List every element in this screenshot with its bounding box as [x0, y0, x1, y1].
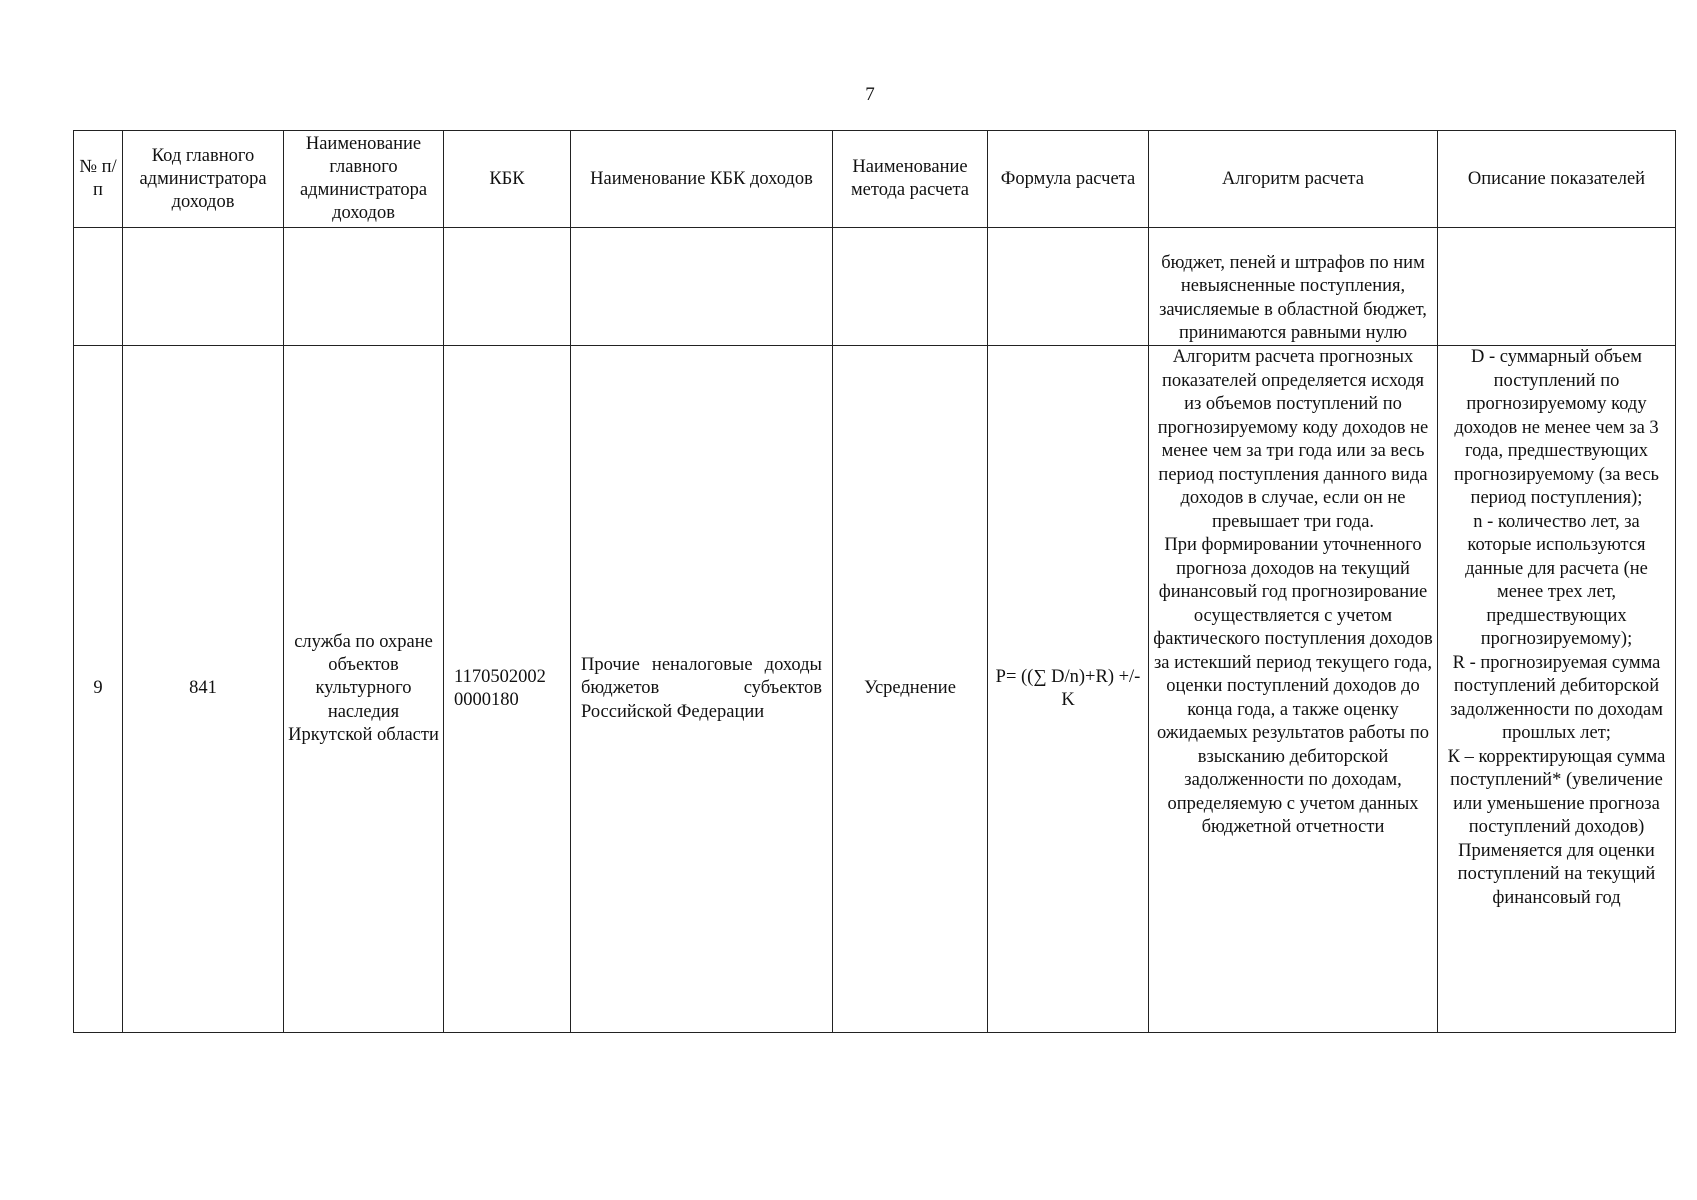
kbk-name-cell: Прочие неналоговые доходы бюджетов субъектов Российской Федерации — [571, 346, 833, 1033]
algorithm-paragraph: Алгоритм расчета прогнозных показателей определяется исходя из объемов поступлений по прогнозируемому коду доходов не менее чем за три года или за весь период поступления данного вида доходов в случае, если он не превышает три года. — [1157, 347, 1429, 532]
table-row — [74, 346, 1676, 1033]
cont-method-cell — [833, 228, 988, 346]
method-cell: Усреднение — [833, 346, 988, 1033]
algorithm-paragraph: При формировании уточненного прогноза доходов на текущий финансовый год прогнозирование осуществляется с учетом фактического поступления доходов за истекший период текущего года, оценки поступлений доходов до конца года, а также оценку ожидаемых результатов работы по взысканию дебиторской задолженности по доходам, определяемую с учетом данных бюджетной отчетности — [1153, 535, 1433, 837]
header-method: Наименование метода расчета — [833, 131, 988, 228]
header-num: № п/п — [74, 131, 123, 228]
kbk-cell: 1170502002 0000180 — [444, 346, 571, 1033]
page-number: 7 — [865, 84, 875, 105]
cont-kbk-cell — [444, 228, 571, 346]
indicator-d-description: D - суммарный объем поступлений по прогнозируемому коду доходов не менее чем за 3 года, предшествующих прогнозируемому (за весь период поступления); — [1453, 347, 1659, 508]
header-description: Описание показателей — [1438, 131, 1676, 228]
cont-algorithm-cell: бюджет, пеней и штрафов по ним невыясненные поступления, зачисляемые в областной бюджет, принимаются равными нулю — [1149, 228, 1438, 346]
indicator-n-description: n - количество лет, за которые используются данные для расчета (не менее трех лет, предшествующих прогнозируемому); — [1465, 511, 1648, 649]
cont-formula-cell — [988, 228, 1149, 346]
application-note: Применяется для оценки поступлений на текущий финансовый год — [1457, 840, 1656, 908]
description-cell — [1438, 346, 1676, 1033]
indicator-r-description: R - прогнозируемая сумма поступлений дебиторской задолженности по доходам прошлых лет; — [1450, 652, 1663, 743]
row-num-cell: 9 — [74, 346, 123, 1033]
cont-kbk-name-cell — [571, 228, 833, 346]
header-algorithm: Алгоритм расчета — [1149, 131, 1438, 228]
admin-code-cell: 841 — [123, 346, 284, 1033]
header-admin-name: Наименование главного администратора доходов — [284, 131, 444, 228]
header-formula: Формула расчета — [988, 131, 1149, 228]
cont-num-cell — [74, 228, 123, 346]
algorithm-cell — [1149, 346, 1438, 1033]
table-header-row — [74, 131, 1676, 228]
formula-cell: P= ((∑ D/n)+R) +/-K — [988, 346, 1149, 1033]
table-row — [74, 228, 1676, 346]
cont-admin-name-cell — [284, 228, 444, 346]
header-kbk: КБК — [444, 131, 571, 228]
indicator-k-description: К – корректирующая сумма поступлений* (увеличение или уменьшение прогноза поступлений доходов) — [1447, 746, 1666, 837]
header-admin-code: Код главного администратора доходов — [123, 131, 284, 228]
admin-name-cell: служба по охране объектов культурного наследия Иркутской области — [284, 346, 444, 1033]
cont-description-cell — [1438, 228, 1676, 346]
forecast-methods-table — [73, 130, 1676, 1033]
cont-admin-code-cell — [123, 228, 284, 346]
header-kbk-name: Наименование КБК доходов — [571, 131, 833, 228]
